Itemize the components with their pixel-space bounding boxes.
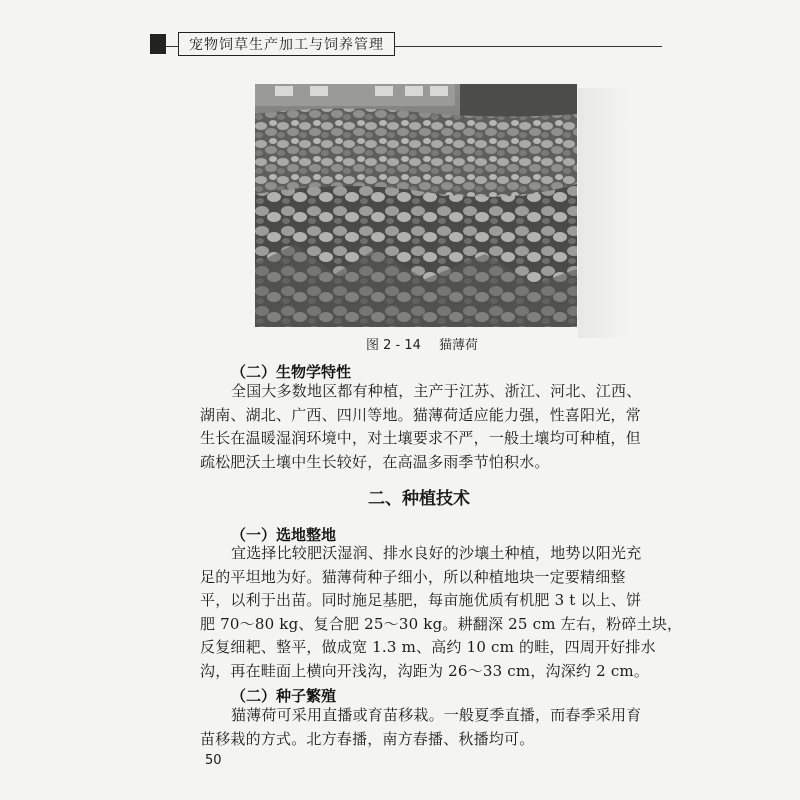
- section-title-biology: （二）生物学特性: [231, 363, 352, 381]
- section-title-site: （一）选地整地: [231, 526, 337, 544]
- paragraph-line: 反复细耙、整平，做成宽 1.3 m、高约 10 cm 的畦，四周开好排水: [200, 638, 656, 656]
- paragraph-line: 全国大多数地区都有种植，主产于江苏、浙江、河北、江西、: [231, 382, 642, 400]
- paragraph-site: [200, 542, 683, 683]
- facing-page-shadow: [578, 88, 628, 338]
- paragraph-line: 肥 70～80 kg、复合肥 25～30 kg。耕翻深 25 cm 左右，粉碎土块，: [200, 614, 683, 633]
- paragraph-line: 疏松肥沃土壤中生长较好，在高温多雨季节怕积水。: [200, 452, 550, 471]
- running-header-text: 宠物饲草生产加工与饲养管理: [189, 37, 384, 53]
- paragraph-line: 平，以利于出苗。同时施足基肥，每亩施优质有机肥 3 t 以上、饼: [200, 591, 642, 609]
- section-title-seed: （二）种子繁殖: [231, 687, 337, 705]
- paragraph-line: 足的平坦地为好。猫薄荷种子细小，所以种植地块一定要精细整: [200, 567, 626, 586]
- paragraph-line: 沟，再在畦面上横向开浅沟，沟距为 26～33 cm，沟深约 2 cm。: [200, 661, 650, 680]
- figure-number: 图 2 - 14: [366, 338, 421, 353]
- page-number: 50: [205, 753, 222, 768]
- figure-label: 猫薄荷: [439, 338, 479, 353]
- chapter-heading: 二、种植技术: [368, 489, 470, 509]
- running-header: [178, 32, 395, 56]
- catnip-photo-image: [255, 84, 577, 327]
- paragraph-line: 苗移栽的方式。北方春播，南方春播、秋播均可。: [200, 729, 535, 748]
- paragraph-biology: [200, 380, 643, 474]
- header-marker: [150, 34, 166, 54]
- paragraph-seed: [200, 704, 643, 751]
- paragraph-line: 猫薄荷可采用直播或育苗移栽。一般夏季直播，而春季采用育: [231, 706, 642, 724]
- paragraph-line: 生长在温暖湿润环境中，对土壤要求不严，一般土壤均可种植，但: [200, 429, 641, 447]
- catnip-photo: [255, 84, 577, 327]
- figure-caption: [366, 334, 478, 353]
- paragraph-line: 宜选择比较肥沃湿润、排水良好的沙壤土种植，地势以阳光充: [231, 544, 642, 562]
- paragraph-line: 湖南、湖北、广西、四川等地。猫薄荷适应能力强，性喜阳光，常: [200, 405, 641, 424]
